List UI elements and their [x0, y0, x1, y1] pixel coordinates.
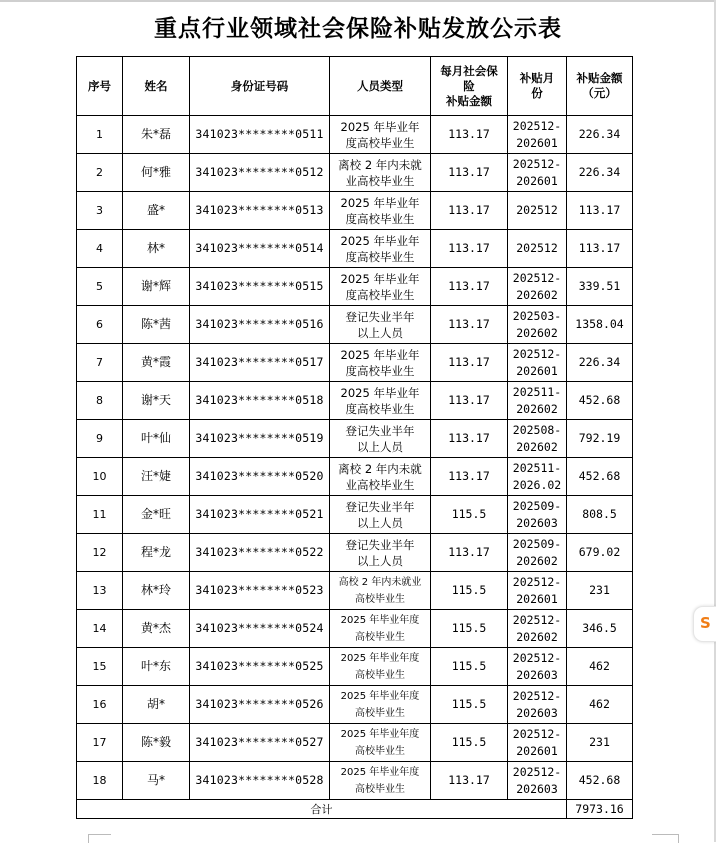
cell-monthly-amount: 115.5 [431, 496, 508, 534]
person-name: 何*雅 [140, 165, 171, 179]
period-line: 202509- [512, 498, 562, 513]
person-type-line: 2025 年毕业年 [340, 271, 420, 286]
cell-monthly-amount: 113.17 [431, 534, 508, 572]
person-type-line: 高校毕业生 [355, 783, 405, 795]
cell-person-type [330, 344, 431, 382]
cell-no: 8 [77, 382, 123, 420]
person-name: 盛* [146, 203, 165, 217]
table-row [77, 382, 633, 420]
cell-period [508, 268, 567, 306]
cell-person-type [330, 724, 431, 762]
person-type-line: 高校毕业生 [355, 631, 405, 643]
cell-id-number: 341023********0516 [190, 306, 330, 344]
cell-person-type [330, 648, 431, 686]
person-type-line: 离校 2 年内未就 [338, 461, 422, 476]
period-line: 202512 [516, 241, 558, 255]
person-type-line: 2025 年毕业年 [340, 119, 420, 134]
person-name: 程*龙 [140, 545, 171, 559]
header-period-line: 份 [531, 86, 543, 100]
period-line: 202602 [516, 629, 558, 644]
person-type-line: 度高校毕业生 [345, 401, 415, 416]
table-row [77, 306, 633, 344]
header-period-line: 补贴月 [519, 71, 555, 85]
period-line: 202601 [516, 743, 558, 758]
person-name: 陈*茜 [140, 317, 171, 331]
period-line: 202602 [516, 553, 558, 568]
cell-period [508, 306, 567, 344]
cell-monthly-amount: 113.17 [431, 420, 508, 458]
cell-total-amount: 113.17 [567, 230, 633, 268]
cell-period [508, 648, 567, 686]
cell-id-number: 341023********0528 [190, 762, 330, 800]
cell-total-amount: 226.34 [567, 344, 633, 382]
table-row [77, 534, 633, 572]
period-line: 202603 [516, 705, 558, 720]
summary-row [77, 800, 633, 819]
header-monthly-line: 险 [463, 78, 475, 93]
cell-id-number: 341023********0514 [190, 230, 330, 268]
cell-period [508, 610, 567, 648]
cell-no: 1 [77, 116, 123, 154]
header-period [508, 57, 567, 116]
table-row [77, 610, 633, 648]
table-row [77, 154, 633, 192]
cell-period [508, 230, 567, 268]
person-type-line: 高校毕业生 [355, 745, 405, 757]
cell-no: 16 [77, 686, 123, 724]
cell-name [123, 724, 190, 762]
period-line: 2026.02 [512, 477, 562, 492]
person-type-line: 业高校毕业生 [345, 173, 415, 188]
cell-monthly-amount: 115.5 [431, 686, 508, 724]
cell-no: 7 [77, 344, 123, 382]
period-line: 202512- [512, 650, 562, 665]
cell-total-amount: 226.34 [567, 154, 633, 192]
person-type-line: 高校毕业生 [355, 707, 405, 719]
person-name: 陈*毅 [140, 735, 171, 749]
person-type-line: 以上人员 [357, 553, 403, 568]
cell-name [123, 382, 190, 420]
person-name: 黄*霞 [140, 355, 171, 369]
person-type-line: 2025 年毕业年 [340, 195, 420, 210]
cell-id-number: 341023********0524 [190, 610, 330, 648]
cell-total-amount: 1358.04 [567, 306, 633, 344]
person-type-line: 登记失业半年 [345, 423, 415, 438]
person-type-line: 高校 2 年内未就业 [338, 576, 422, 588]
person-type-line: 2025 年毕业年 [340, 347, 420, 362]
cell-period [508, 116, 567, 154]
header-monthly-line: 每月社会保 [440, 63, 498, 78]
person-type-line: 业高校毕业生 [345, 477, 415, 492]
period-line: 202603 [516, 667, 558, 682]
summary-value: 7973.16 [567, 800, 633, 819]
cell-name [123, 116, 190, 154]
cell-person-type [330, 306, 431, 344]
cell-name [123, 534, 190, 572]
cell-no: 12 [77, 534, 123, 572]
cell-period [508, 534, 567, 572]
cell-name [123, 686, 190, 724]
cell-monthly-amount: 113.17 [431, 306, 508, 344]
cell-monthly-amount: 113.17 [431, 116, 508, 154]
cell-monthly-amount: 113.17 [431, 762, 508, 800]
person-type-line: 登记失业半年 [345, 499, 415, 514]
person-name: 叶*东 [140, 659, 171, 673]
table-row [77, 496, 633, 534]
period-line: 202511- [512, 460, 562, 475]
table-row [77, 116, 633, 154]
person-type-line: 度高校毕业生 [345, 363, 415, 378]
cell-period [508, 420, 567, 458]
cell-id-number: 341023********0513 [190, 192, 330, 230]
person-name: 金*旺 [140, 507, 171, 521]
cell-period [508, 192, 567, 230]
period-line: 202512- [512, 346, 562, 361]
person-type-line: 登记失业半年 [345, 309, 415, 324]
cell-name [123, 420, 190, 458]
cell-total-amount: 231 [567, 724, 633, 762]
person-type-line: 登记失业半年 [345, 537, 415, 552]
header-total-line: （元） [582, 86, 617, 100]
person-name: 朱*磊 [140, 127, 171, 141]
period-line: 202603 [516, 781, 558, 796]
person-type-line: 2025 年毕业年度 [340, 690, 420, 702]
cell-name [123, 230, 190, 268]
cell-no: 5 [77, 268, 123, 306]
cell-person-type [330, 572, 431, 610]
person-type-line: 2025 年毕业年 [340, 385, 420, 400]
cell-monthly-amount: 115.5 [431, 724, 508, 762]
cell-total-amount: 462 [567, 686, 633, 724]
period-line: 202512 [516, 203, 558, 217]
period-line: 202603 [516, 515, 558, 530]
period-line: 202602 [516, 287, 558, 302]
cell-no: 6 [77, 306, 123, 344]
header-id: 身份证号码 [190, 57, 330, 116]
cell-monthly-amount: 115.5 [431, 648, 508, 686]
period-line: 202601 [516, 173, 558, 188]
period-line: 202601 [516, 135, 558, 150]
table-row [77, 648, 633, 686]
cell-monthly-amount: 113.17 [431, 382, 508, 420]
person-type-line: 度高校毕业生 [345, 135, 415, 150]
period-line: 202602 [516, 401, 558, 416]
cell-person-type [330, 686, 431, 724]
cell-no: 2 [77, 154, 123, 192]
cell-id-number: 341023********0515 [190, 268, 330, 306]
cell-person-type [330, 458, 431, 496]
period-line: 202508- [512, 422, 562, 437]
header-type: 人员类型 [330, 57, 431, 116]
person-type-line: 度高校毕业生 [345, 249, 415, 264]
cell-no: 11 [77, 496, 123, 534]
cell-monthly-amount: 113.17 [431, 230, 508, 268]
person-name: 叶*仙 [140, 431, 171, 445]
subsidy-table [76, 56, 633, 819]
person-name: 谢*天 [140, 393, 171, 407]
person-name: 林* [146, 241, 165, 255]
cell-name [123, 154, 190, 192]
period-line: 202512- [512, 726, 562, 741]
page-top-edge [0, 0, 716, 2]
person-name: 黄*杰 [140, 621, 171, 635]
side-widget[interactable] [693, 606, 716, 642]
period-line: 202509- [512, 536, 562, 551]
period-line: 202512- [512, 688, 562, 703]
cell-name [123, 496, 190, 534]
cell-total-amount: 231 [567, 572, 633, 610]
cell-id-number: 341023********0518 [190, 382, 330, 420]
cell-monthly-amount: 115.5 [431, 610, 508, 648]
cell-period [508, 382, 567, 420]
cell-id-number: 341023********0511 [190, 116, 330, 154]
period-line: 202601 [516, 591, 558, 606]
cell-person-type [330, 230, 431, 268]
cell-name [123, 762, 190, 800]
cell-name [123, 306, 190, 344]
cell-person-type [330, 382, 431, 420]
cell-monthly-amount: 113.17 [431, 268, 508, 306]
cell-total-amount: 226.34 [567, 116, 633, 154]
summary-label: 合计 [77, 800, 567, 819]
cell-name [123, 268, 190, 306]
header-name: 姓名 [123, 57, 190, 116]
cell-no: 9 [77, 420, 123, 458]
cell-no: 18 [77, 762, 123, 800]
header-total-line: 补贴金额 [576, 71, 623, 85]
cell-total-amount: 339.51 [567, 268, 633, 306]
period-line: 202602 [516, 439, 558, 454]
person-type-line: 2025 年毕业年度 [340, 614, 420, 626]
cell-id-number: 341023********0517 [190, 344, 330, 382]
person-name: 汪*婕 [140, 469, 171, 483]
cell-monthly-amount: 113.17 [431, 458, 508, 496]
header-total [567, 57, 633, 116]
cell-person-type [330, 192, 431, 230]
period-line: 202512- [512, 270, 562, 285]
cell-id-number: 341023********0526 [190, 686, 330, 724]
cell-no: 17 [77, 724, 123, 762]
header-row [77, 57, 633, 116]
person-name: 马* [146, 773, 165, 787]
person-type-line: 2025 年毕业年 [340, 233, 420, 248]
person-type-line: 以上人员 [357, 439, 403, 454]
person-name: 胡* [146, 697, 165, 711]
table-row [77, 192, 633, 230]
cell-id-number: 341023********0525 [190, 648, 330, 686]
cell-name [123, 610, 190, 648]
person-type-line: 2025 年毕业年度 [340, 728, 420, 740]
table-row [77, 724, 633, 762]
period-line: 202511- [512, 384, 562, 399]
cell-person-type [330, 420, 431, 458]
cell-total-amount: 462 [567, 648, 633, 686]
person-type-line: 度高校毕业生 [345, 287, 415, 302]
cell-name [123, 192, 190, 230]
cell-total-amount: 792.19 [567, 420, 633, 458]
cell-id-number: 341023********0520 [190, 458, 330, 496]
cell-period [508, 572, 567, 610]
cell-id-number: 341023********0512 [190, 154, 330, 192]
cell-total-amount: 113.17 [567, 192, 633, 230]
header-monthly-line: 补贴金额 [446, 93, 492, 108]
cell-person-type [330, 154, 431, 192]
cell-no: 3 [77, 192, 123, 230]
cell-person-type [330, 496, 431, 534]
cell-name [123, 572, 190, 610]
cell-no: 14 [77, 610, 123, 648]
cell-monthly-amount: 113.17 [431, 192, 508, 230]
table-row [77, 230, 633, 268]
cell-no: 13 [77, 572, 123, 610]
cell-person-type [330, 534, 431, 572]
cell-no: 15 [77, 648, 123, 686]
table-row [77, 762, 633, 800]
person-type-line: 度高校毕业生 [345, 211, 415, 226]
person-type-line: 离校 2 年内未就 [338, 157, 422, 172]
table-row [77, 458, 633, 496]
cell-id-number: 341023********0522 [190, 534, 330, 572]
table-row [77, 686, 633, 724]
cell-id-number: 341023********0519 [190, 420, 330, 458]
cell-monthly-amount: 113.17 [431, 344, 508, 382]
cell-person-type [330, 116, 431, 154]
cell-person-type [330, 610, 431, 648]
header-no: 序号 [77, 57, 123, 116]
cell-no: 10 [77, 458, 123, 496]
period-line: 202512- [512, 574, 562, 589]
cell-no: 4 [77, 230, 123, 268]
cell-period [508, 724, 567, 762]
cell-id-number: 341023********0527 [190, 724, 330, 762]
cell-period [508, 344, 567, 382]
person-type-line: 高校毕业生 [355, 593, 405, 605]
cell-person-type [330, 762, 431, 800]
cell-total-amount: 346.5 [567, 610, 633, 648]
person-type-line: 以上人员 [357, 325, 403, 340]
period-line: 202503- [512, 308, 562, 323]
person-type-line: 2025 年毕业年度 [340, 766, 420, 778]
header-monthly [431, 57, 508, 116]
cell-name [123, 458, 190, 496]
cell-period [508, 496, 567, 534]
cell-person-type [330, 268, 431, 306]
period-line: 202512- [512, 764, 562, 779]
cell-total-amount: 808.5 [567, 496, 633, 534]
cell-period [508, 154, 567, 192]
cell-period [508, 686, 567, 724]
cell-id-number: 341023********0523 [190, 572, 330, 610]
period-line: 202512- [512, 118, 562, 133]
table-body [77, 116, 633, 819]
period-line: 202512- [512, 156, 562, 171]
cell-total-amount: 452.68 [567, 382, 633, 420]
person-type-line: 高校毕业生 [355, 669, 405, 681]
table-row [77, 268, 633, 306]
period-line: 202602 [516, 325, 558, 340]
cell-name [123, 344, 190, 382]
cell-total-amount: 452.68 [567, 762, 633, 800]
table-row [77, 420, 633, 458]
s-logo-icon: S [700, 614, 711, 632]
cell-total-amount: 452.68 [567, 458, 633, 496]
person-type-line: 2025 年毕业年度 [340, 652, 420, 664]
cell-total-amount: 679.02 [567, 534, 633, 572]
table-row [77, 344, 633, 382]
person-name: 谢*辉 [140, 279, 171, 293]
table-row [77, 572, 633, 610]
person-type-line: 以上人员 [357, 515, 403, 530]
period-line: 202512- [512, 612, 562, 627]
document-title: 重点行业领域社会保险补贴发放公示表 [154, 16, 562, 42]
cell-name [123, 648, 190, 686]
cell-monthly-amount: 115.5 [431, 572, 508, 610]
cell-id-number: 341023********0521 [190, 496, 330, 534]
period-line: 202601 [516, 363, 558, 378]
person-name: 林*玲 [140, 583, 171, 597]
cell-period [508, 458, 567, 496]
cell-period [508, 762, 567, 800]
cell-monthly-amount: 113.17 [431, 154, 508, 192]
